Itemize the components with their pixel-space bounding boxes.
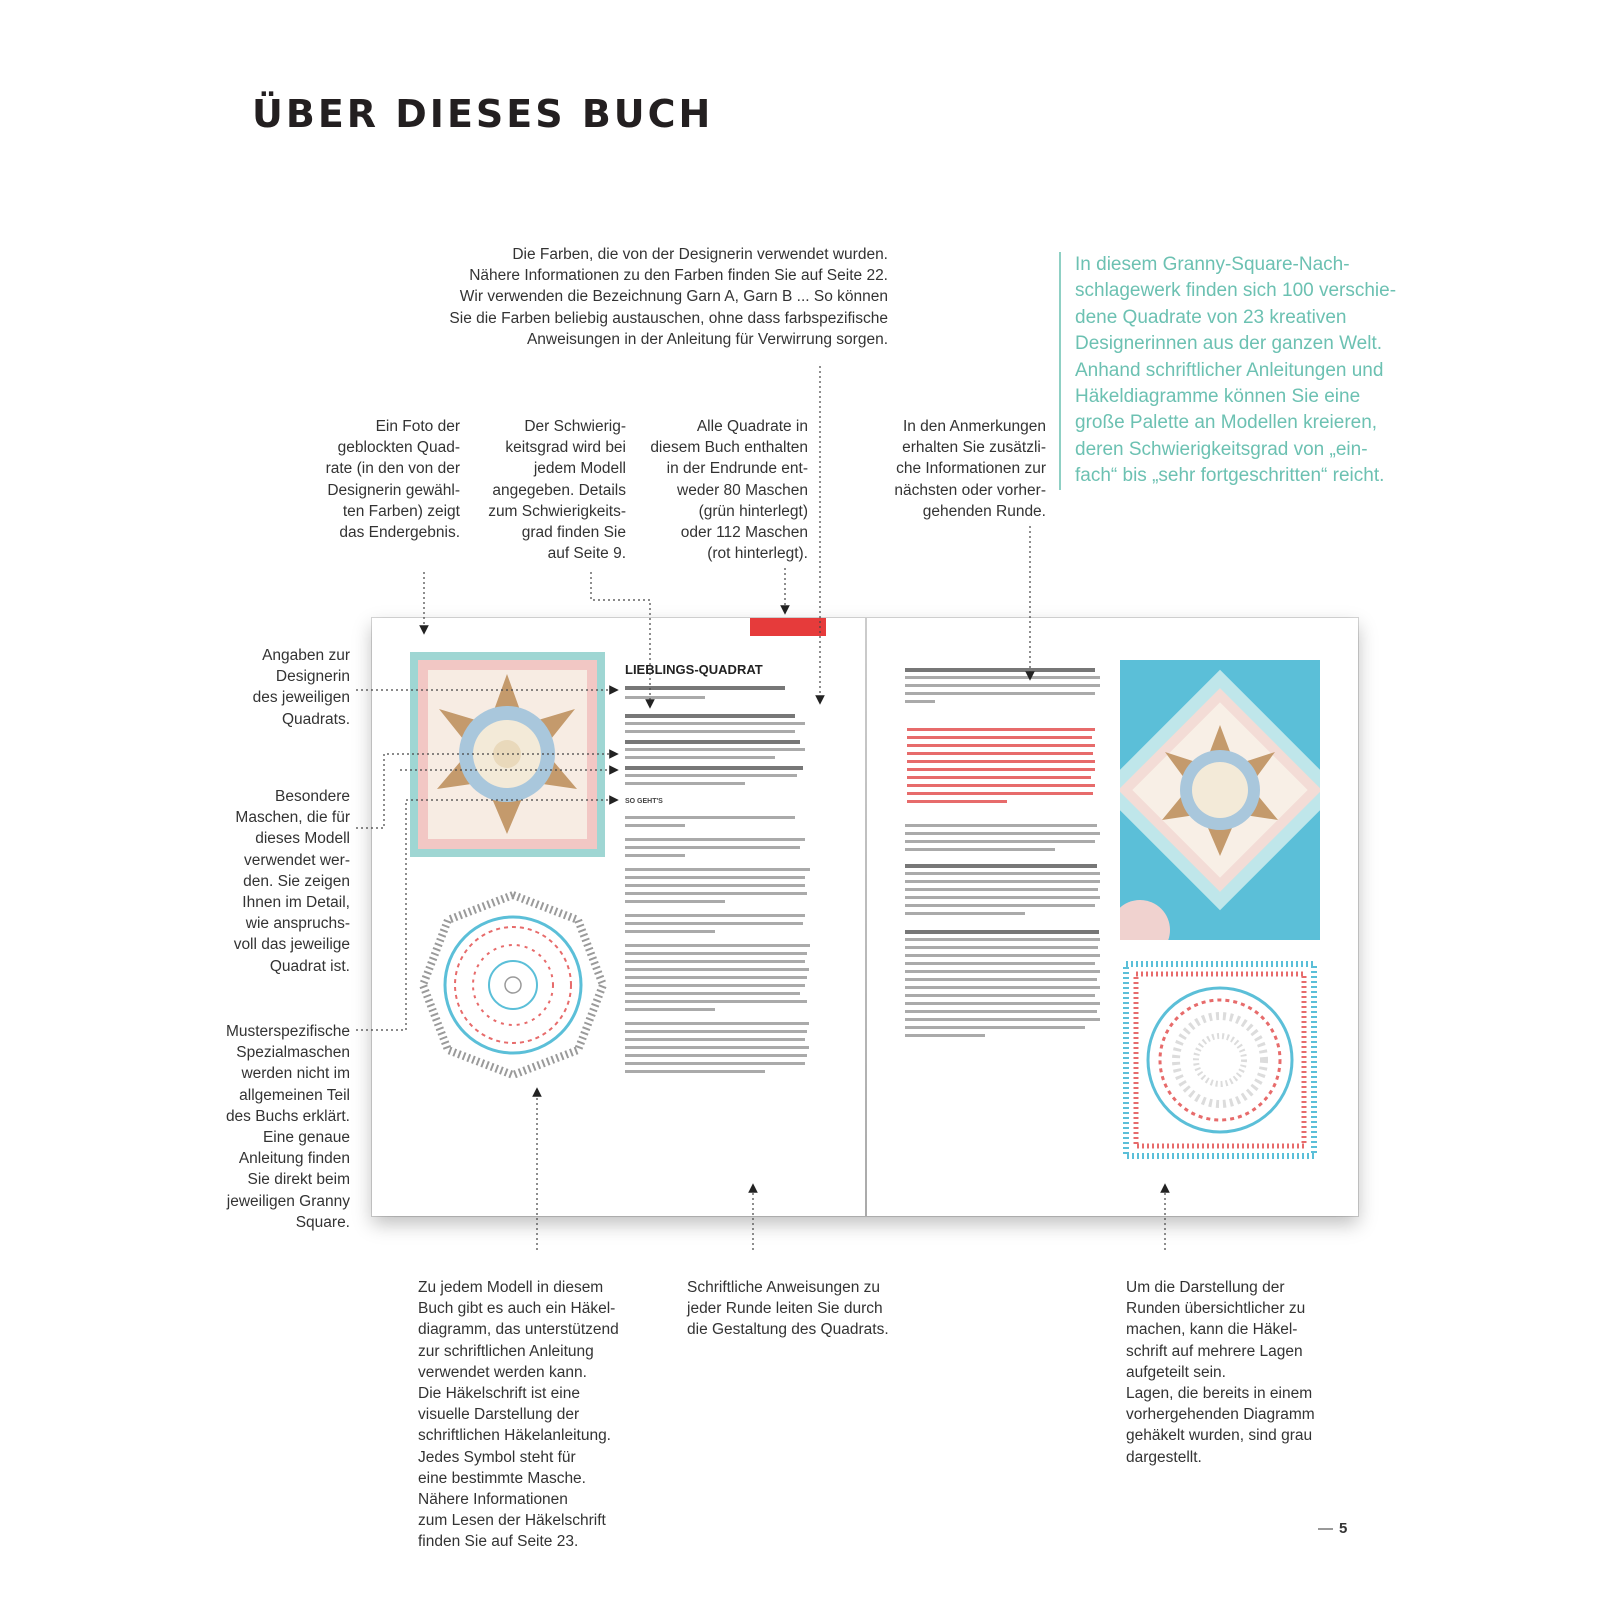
note-maschen: Alle Quadrate in diesem Buch enthalten in der Endrunde ent- weder 80 Maschen (grün hinterlegt) oder 112 Maschen (rot hinterlegt). bbox=[650, 418, 808, 563]
note-besondere: Besondere Maschen, die für dieses Modell verwendet wer- den. Sie zeigen Ihnen im Detail, wie anspruchs- voll das jeweilige Quadrat ist. bbox=[233, 788, 350, 975]
book-pattern-title: LIEBLINGS-QUADRAT bbox=[625, 662, 763, 677]
note-muster: Musterspezifische Spezialmaschen werden nicht im allgemeinen Teil des Buchs erklärt. Eine genaue Anleitung finden Sie direkt beim jeweiligen Granny Square. bbox=[225, 1023, 350, 1231]
book-section-heading: SO GEHT'S bbox=[625, 798, 663, 805]
note-designerin: Angaben zur Designerin des jeweiligen Quadrats. bbox=[252, 647, 350, 728]
note-diagramm: Zu jedem Modell in diesem Buch gibt es auch ein Häkel- diagramm, das unterstützend zur schriftlichen Anleitung verwendet werden kann. Die Häkelschrift ist eine visuelle Darstellung der schriftlichen Häkelanleitung. Jedes Symbol steht für eine bestimmte Masche. Nähere Informationen zum Lesen der Häkelschrift finden Sie auf Seite 23. bbox=[418, 1279, 619, 1551]
note-anmerkungen: In den Anmerkungen erhalten Sie zusätzli- che Informationen zur nächsten oder vorher- gehenden Runde. bbox=[894, 418, 1046, 520]
page-number-dash: — bbox=[1318, 1520, 1333, 1537]
note-anweisungen: Schriftliche Anweisungen zu jeder Runde leiten Sie durch die Gestaltung des Quadrats. bbox=[687, 1279, 889, 1339]
note-schwierigkeit: Der Schwierig- keitsgrad wird bei jedem Modell angegeben. Details zum Schwierigkeits- grad finden Sie auf Seite 9. bbox=[488, 418, 626, 563]
intro-text: In diesem Granny-Square-Nach- schlagewerk finden sich 100 verschie- dene Quadrate von 23 kreativen Designerinnen aus der ganzen Welt. Anhand schriftlicher Anleitungen und Häkeldiagramme können Sie eine große Palette an Modellen kreieren, deren Schwierigkeitsgrad von „ein- fach“ bis „sehr fortgeschritten“ reicht. bbox=[1059, 252, 1415, 490]
note-foto: Ein Foto der geblockten Quad- rate (in den von der Designerin gewähl- ten Farben) zeigt das Endergebnis. bbox=[325, 418, 460, 542]
page-number bbox=[1318, 1520, 1347, 1537]
page-title: ÜBER DIESES BUCH bbox=[252, 92, 714, 136]
note-farben: Die Farben, die von der Designerin verwendet wurden. Nähere Informationen zu den Farben finden Sie auf Seite 22. Wir verwenden die Bezeichnung Garn A, Garn B ... So können Sie die Farben beliebig austauschen, ohne dass farbspezifische Anweisungen in der Anleitung für Verwirrung sorgen. bbox=[449, 246, 888, 348]
note-lagen: Um die Darstellung der Runden übersichtlicher zu machen, kann die Häkel- schrift auf mehrere Lagen aufgeteilt sein. Lagen, die bereits in einem vorhergehenden Diagramm gehäkelt wurden, sind grau dargestellt. bbox=[1126, 1279, 1315, 1466]
page-number-value: 5 bbox=[1339, 1520, 1348, 1537]
